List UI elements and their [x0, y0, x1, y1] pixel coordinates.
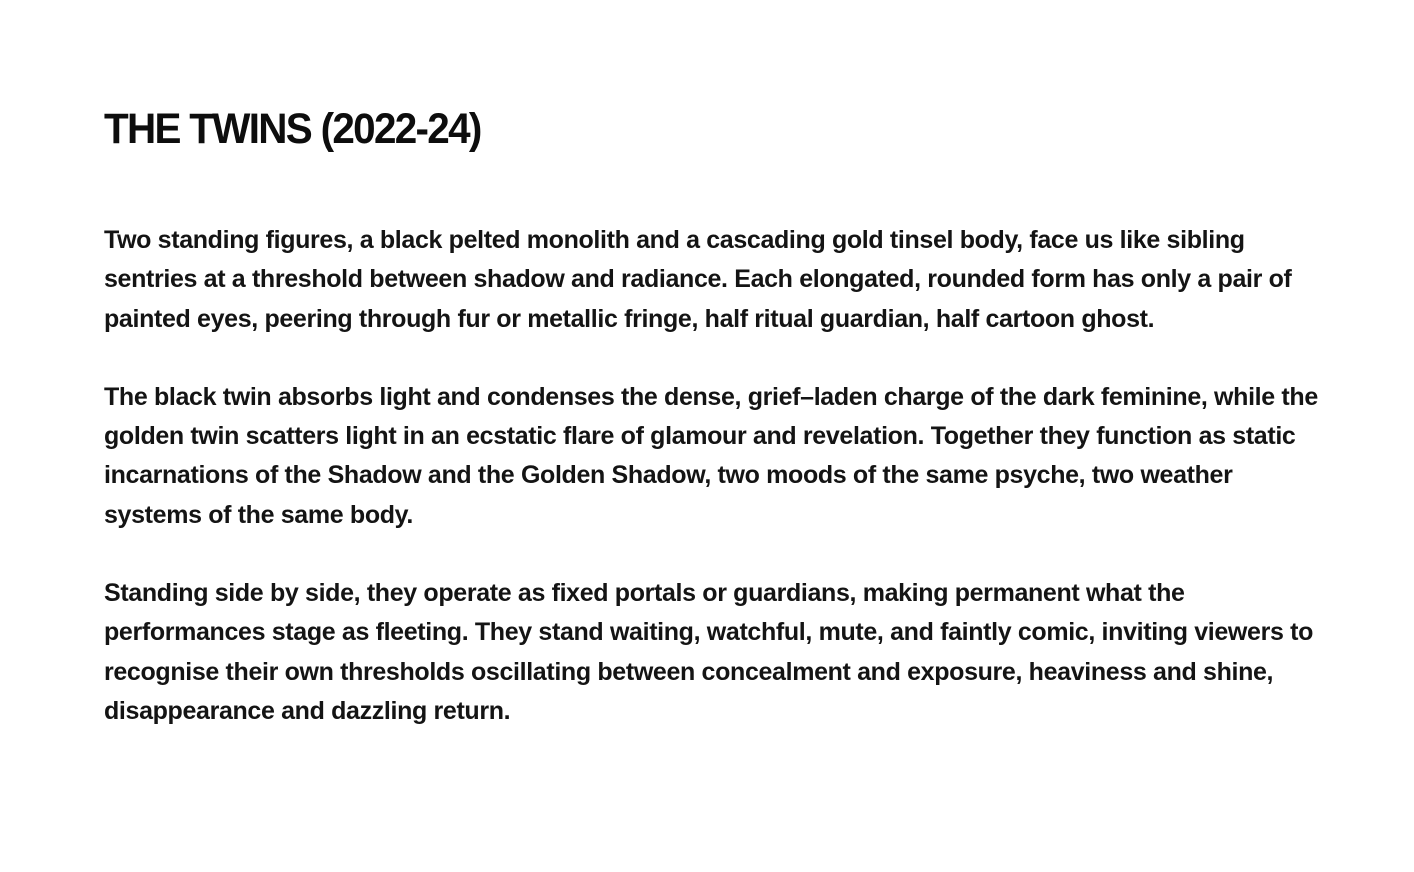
paragraph-2: The black twin absorbs light and condenses the dense, grief–laden charge of the dark feminine, while the golden twin scatters light in an ecstatic flare of glamour and revelation. Together they function as static incarnations of the Shadow and the Golden Shadow, two moods of the same psyche, two weather systems of the same body.: [104, 382, 1318, 529]
page-title: THE TWINS (2022-24): [104, 105, 481, 153]
paragraph-3: Standing side by side, they operate as fixed portals or guardians, making permanent what the performances stage as fleeting. They stand waiting, watchful, mute, and faintly comic, inviting viewers to recognise their own thresholds oscillating between concealment and exposure, heaviness and shine, disappearance and dazzling return.: [104, 579, 1314, 725]
document-page: [104, 100, 1324, 725]
paragraph-1: Two standing figures, a black pelted monolith and a cascading gold tinsel body, face us like sibling sentries at a threshold between shadow and radiance. Each elongated, rounded form has only a pair of painted eyes, peering through fur or metallic fringe, half ritual guardian, half cartoon ghost.: [104, 226, 1292, 333]
body-text: [104, 221, 1324, 731]
